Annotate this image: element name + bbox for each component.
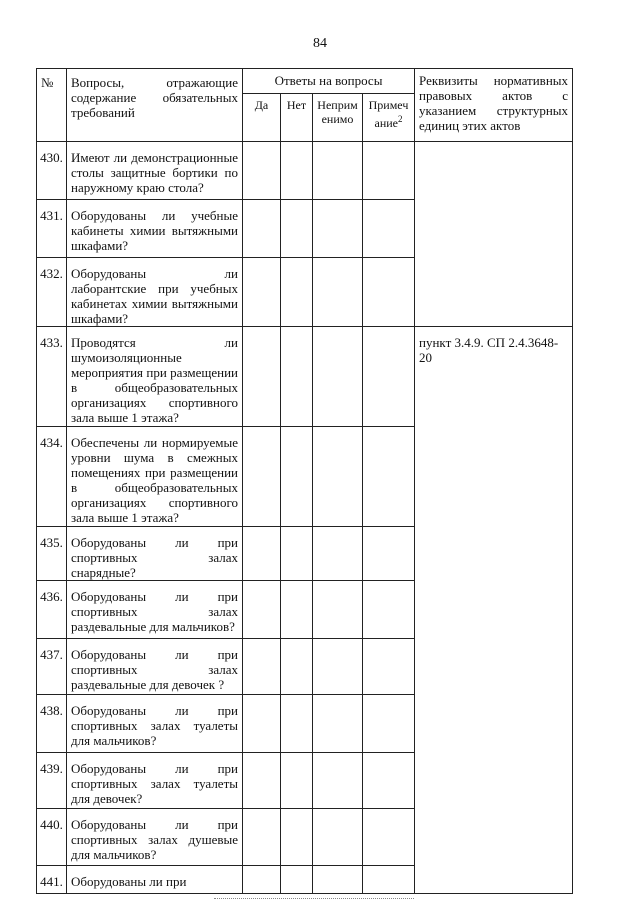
row-question: Оборудованы ли учебные кабинеты химии вытяжными шкафами? xyxy=(67,200,243,258)
row-question: Оборудованы ли при спортивных залах снарядные? xyxy=(67,527,243,581)
header-requisites: Реквизиты нормативных правовых актов с указанием структурных единиц этих актов xyxy=(415,69,573,142)
page-number: 84 xyxy=(313,36,327,51)
scan-edge-mark xyxy=(214,898,414,901)
row-number: 430. xyxy=(37,142,67,200)
row-question: Имеют ли демонстрационные столы защитные бортики по наружному краю стола? xyxy=(67,142,243,200)
answer-no-cell[interactable] xyxy=(281,258,313,327)
row-question: Оборудованы ли при спортивных залах раздевальные для мальчиков? xyxy=(67,581,243,639)
answer-no-cell[interactable] xyxy=(281,200,313,258)
row-number: 431. xyxy=(37,200,67,258)
answer-yes-cell[interactable] xyxy=(243,695,281,753)
answer-no-cell[interactable] xyxy=(281,809,313,866)
answer-note-cell[interactable] xyxy=(363,527,415,581)
answer-note-cell[interactable] xyxy=(363,695,415,753)
answer-yes-cell[interactable] xyxy=(243,527,281,581)
table-row xyxy=(37,142,573,200)
table-row xyxy=(37,327,573,427)
answer-yes-cell[interactable] xyxy=(243,639,281,695)
row-question: Проводятся ли шумоизоляционные мероприятия при размещении в общеобразовательных организациях спортивного зала выше 1 этажа? xyxy=(67,327,243,427)
answer-yes-cell[interactable] xyxy=(243,809,281,866)
header-answers: Ответы на вопросы xyxy=(243,69,415,94)
row-number: 437. xyxy=(37,639,67,695)
answer-note-cell[interactable] xyxy=(363,866,415,894)
header-num: № xyxy=(37,69,67,142)
answer-note-cell[interactable] xyxy=(363,427,415,527)
answer-na-cell[interactable] xyxy=(313,581,363,639)
answer-no-cell[interactable] xyxy=(281,866,313,894)
answer-na-cell[interactable] xyxy=(313,258,363,327)
answer-yes-cell[interactable] xyxy=(243,258,281,327)
answer-na-cell[interactable] xyxy=(313,200,363,258)
answer-no-cell[interactable] xyxy=(281,753,313,809)
answer-no-cell[interactable] xyxy=(281,142,313,200)
answer-note-cell[interactable] xyxy=(363,639,415,695)
answer-no-cell[interactable] xyxy=(281,327,313,427)
answer-no-cell[interactable] xyxy=(281,427,313,527)
requisite-cell: пункт 3.4.9. СП 2.4.3648-20 xyxy=(415,327,573,894)
header-na: Неприм енимо xyxy=(313,94,363,142)
header-note: Примеч ание$^2$ xyxy=(363,94,415,142)
answer-na-cell[interactable] xyxy=(313,427,363,527)
answer-na-cell[interactable] xyxy=(313,809,363,866)
answer-na-cell[interactable] xyxy=(313,527,363,581)
row-question: Оборудованы ли при спортивных залах раздевальные для девочек ? xyxy=(67,639,243,695)
answer-yes-cell[interactable] xyxy=(243,866,281,894)
row-number: 432. xyxy=(37,258,67,327)
row-number: 440. xyxy=(37,809,67,866)
answer-note-cell[interactable] xyxy=(363,200,415,258)
answer-na-cell[interactable] xyxy=(313,639,363,695)
row-question: Оборудованы ли при спортивных залах туалеты для мальчиков? xyxy=(67,695,243,753)
row-question: Оборудованы ли при спортивных залах туалеты для девочек? xyxy=(67,753,243,809)
row-number: 441. xyxy=(37,866,67,894)
row-number: 436. xyxy=(37,581,67,639)
answer-na-cell[interactable] xyxy=(313,866,363,894)
answer-yes-cell[interactable] xyxy=(243,581,281,639)
answer-no-cell[interactable] xyxy=(281,581,313,639)
row-number: 435. xyxy=(37,527,67,581)
row-number: 439. xyxy=(37,753,67,809)
answer-note-cell[interactable] xyxy=(363,753,415,809)
header-yes: Да xyxy=(243,94,281,142)
row-number: 438. xyxy=(37,695,67,753)
answer-yes-cell[interactable] xyxy=(243,753,281,809)
answer-na-cell[interactable] xyxy=(313,753,363,809)
row-number: 434. xyxy=(37,427,67,527)
answer-note-cell[interactable] xyxy=(363,809,415,866)
header-questions: Вопросы, отражающие содержание обязательных требований xyxy=(67,69,243,142)
answer-yes-cell[interactable] xyxy=(243,200,281,258)
row-question: Обеспечены ли нормируемые уровни шума в смежных помещениях при размещении в общеобразовательных организациях спортивного зала выше 1 этажа? xyxy=(67,427,243,527)
answer-note-cell[interactable] xyxy=(363,258,415,327)
requirements-table xyxy=(36,68,573,894)
row-question: Оборудованы ли при спортивных залах душевые для мальчиков? xyxy=(67,809,243,866)
answer-no-cell[interactable] xyxy=(281,695,313,753)
answer-yes-cell[interactable] xyxy=(243,142,281,200)
answer-no-cell[interactable] xyxy=(281,639,313,695)
answer-na-cell[interactable] xyxy=(313,695,363,753)
answer-note-cell[interactable] xyxy=(363,581,415,639)
answer-yes-cell[interactable] xyxy=(243,427,281,527)
answer-na-cell[interactable] xyxy=(313,327,363,427)
answer-yes-cell[interactable] xyxy=(243,327,281,427)
row-question: Оборудованы ли лаборантские при учебных кабинетах химии вытяжными шкафами? xyxy=(67,258,243,327)
answer-note-cell[interactable] xyxy=(363,327,415,427)
row-number: 433. xyxy=(37,327,67,427)
answer-na-cell[interactable] xyxy=(313,142,363,200)
header-no: Нет xyxy=(281,94,313,142)
answer-note-cell[interactable] xyxy=(363,142,415,200)
requisite-cell xyxy=(415,142,573,327)
row-question: Оборудованы ли при xyxy=(67,866,243,894)
answer-no-cell[interactable] xyxy=(281,527,313,581)
